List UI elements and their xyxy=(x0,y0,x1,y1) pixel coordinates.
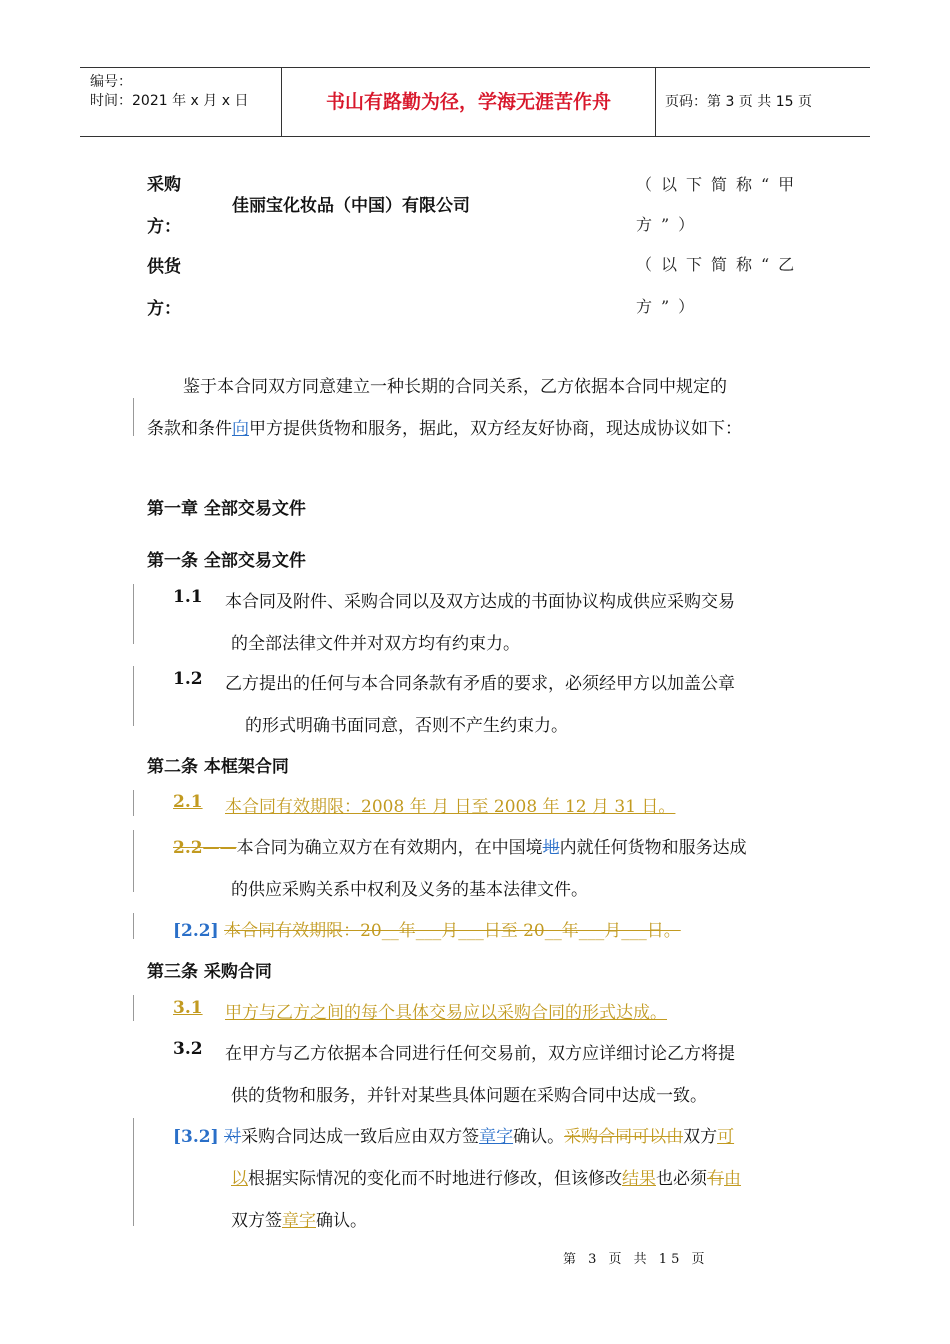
page-footer: 第 3 页 共 15 页 xyxy=(563,1252,709,1267)
text: 确认。 xyxy=(316,1211,367,1231)
deleted-dash: —— xyxy=(202,838,237,858)
item-3-2-old-line-1 xyxy=(173,1122,734,1147)
inserted-text: 章字 xyxy=(479,1127,514,1147)
intro-text-a: 条款和条件 xyxy=(147,419,232,439)
item-3-2-line-1: 在甲方与乙方依据本合同进行任何交易前，双方应详细讨论乙方将提 xyxy=(225,1044,735,1064)
buyer-name: 佳丽宝化妆品（中国）有限公司 xyxy=(232,196,470,216)
deleted-text: 有 xyxy=(707,1169,724,1189)
item-3-2-old-line-2 xyxy=(231,1164,741,1189)
buyer-label: 采购 xyxy=(147,175,181,195)
deleted-text: 对 xyxy=(224,1127,242,1147)
chapter-1-title: 第一章 全部交易文件 xyxy=(147,499,306,519)
deleted-text: 本合同有效期限：20__年___月___日至 20__年___月___日。 xyxy=(224,921,681,941)
item-2-1-inserted: 本合同有效期限：2008 年 月 日至 2008 年 12 月 31 日。 xyxy=(225,797,676,817)
revision-bar xyxy=(133,913,134,939)
buyer-note-cont: 方”） xyxy=(636,215,704,234)
supplier-label: 供货 xyxy=(147,257,181,277)
item-2-2-text-a: 本合同为确立双方在有效期内，在中国境 xyxy=(236,838,543,858)
item-1-2-line-1: 乙方提出的任何与本合同条款有矛盾的要求，必须经甲方以加盖公章 xyxy=(225,674,735,694)
deleted-text: 采购合同可以由 xyxy=(564,1127,684,1147)
revision-bar xyxy=(133,830,134,892)
inserted-text: 向 xyxy=(232,419,249,439)
item-number: [2.2] xyxy=(173,921,219,941)
deleted-text: 地 xyxy=(542,838,560,858)
item-3-2-line-2: 供的货物和服务，并针对某些具体问题在采购合同中达成一致。 xyxy=(231,1086,707,1106)
item-2-2-line-1 xyxy=(173,833,747,858)
item-number: 2.1 xyxy=(173,792,203,812)
revision-bar xyxy=(133,790,134,816)
header-motto: 书山有路勤为径，学海无涯苦作舟 xyxy=(281,68,656,136)
inserted-text: 可 xyxy=(717,1127,735,1147)
text: 双方 xyxy=(683,1127,718,1147)
supplier-note: （以下简称“乙 xyxy=(636,255,804,274)
buyer-label-cont: 方： xyxy=(147,217,181,237)
inserted-text: 结果 xyxy=(622,1169,656,1189)
inserted-text: 由 xyxy=(724,1169,741,1189)
item-number: 1.2 xyxy=(173,669,203,689)
document-date: 时间：2021 年 x 月 x 日 xyxy=(90,93,249,109)
item-number: 3.1 xyxy=(173,998,203,1018)
revision-bar xyxy=(133,584,134,644)
item-3-1-inserted: 甲方与乙方之间的每个具体交易应以采购合同的形式达成。 xyxy=(225,1003,667,1023)
header-meta xyxy=(80,68,281,136)
text: 根据实际情况的变化而不时地进行修改，但该修改 xyxy=(248,1169,622,1189)
item-1-1-line-2: 的全部法律文件并对双方均有约束力。 xyxy=(231,634,520,654)
item-2-2-old xyxy=(173,916,681,941)
supplier-note-cont: 方”） xyxy=(636,297,704,316)
article-1-title: 第一条 全部交易文件 xyxy=(147,551,306,571)
item-2-2-text-b: 内就任何货物和服务达成 xyxy=(559,838,747,858)
text: 确认。 xyxy=(513,1127,565,1147)
item-1-1-line-1: 本合同及附件、采购合同以及双方达成的书面协议构成供应采购交易 xyxy=(225,592,735,612)
revision-bar xyxy=(133,666,134,726)
buyer-note: （以下简称“甲 xyxy=(636,175,804,194)
text: 双方签 xyxy=(231,1211,282,1231)
item-1-2-line-2: 的形式明确书面同意，否则不产生约束力。 xyxy=(245,716,568,736)
item-3-2-old-line-3 xyxy=(231,1206,367,1231)
item-2-2-line-2: 的供应采购关系中权利及义务的基本法律文件。 xyxy=(231,880,588,900)
article-2-title: 第二条 本框架合同 xyxy=(147,757,289,777)
text: 采购合同达成一致后应由双方签 xyxy=(241,1127,480,1147)
header-page-info: 页码：第 3 页 共 15 页 xyxy=(665,94,812,110)
page-header xyxy=(80,67,870,137)
intro-text-b: 甲方提供货物和服务，据此，双方经友好协商，现达成协议如下： xyxy=(249,419,742,439)
intro-line-2 xyxy=(147,414,742,439)
article-3-title: 第三条 采购合同 xyxy=(147,962,272,982)
inserted-text: 以 xyxy=(231,1169,248,1189)
item-number: 1.1 xyxy=(173,587,203,607)
text: 也必须 xyxy=(656,1169,707,1189)
revision-bar xyxy=(133,995,134,1021)
revision-bar xyxy=(133,398,134,436)
inserted-text: 章字 xyxy=(282,1211,316,1231)
supplier-label-cont: 方： xyxy=(147,299,181,319)
item-number: [3.2] xyxy=(173,1127,219,1147)
document-number-label: 编号： xyxy=(90,74,132,90)
revision-bar xyxy=(133,1118,134,1226)
intro-line-1: 鉴于本合同双方同意建立一种长期的合同关系，乙方依据本合同中规定的 xyxy=(183,377,727,397)
deleted-number: 2.2 xyxy=(173,838,203,858)
item-number: 3.2 xyxy=(173,1039,203,1059)
